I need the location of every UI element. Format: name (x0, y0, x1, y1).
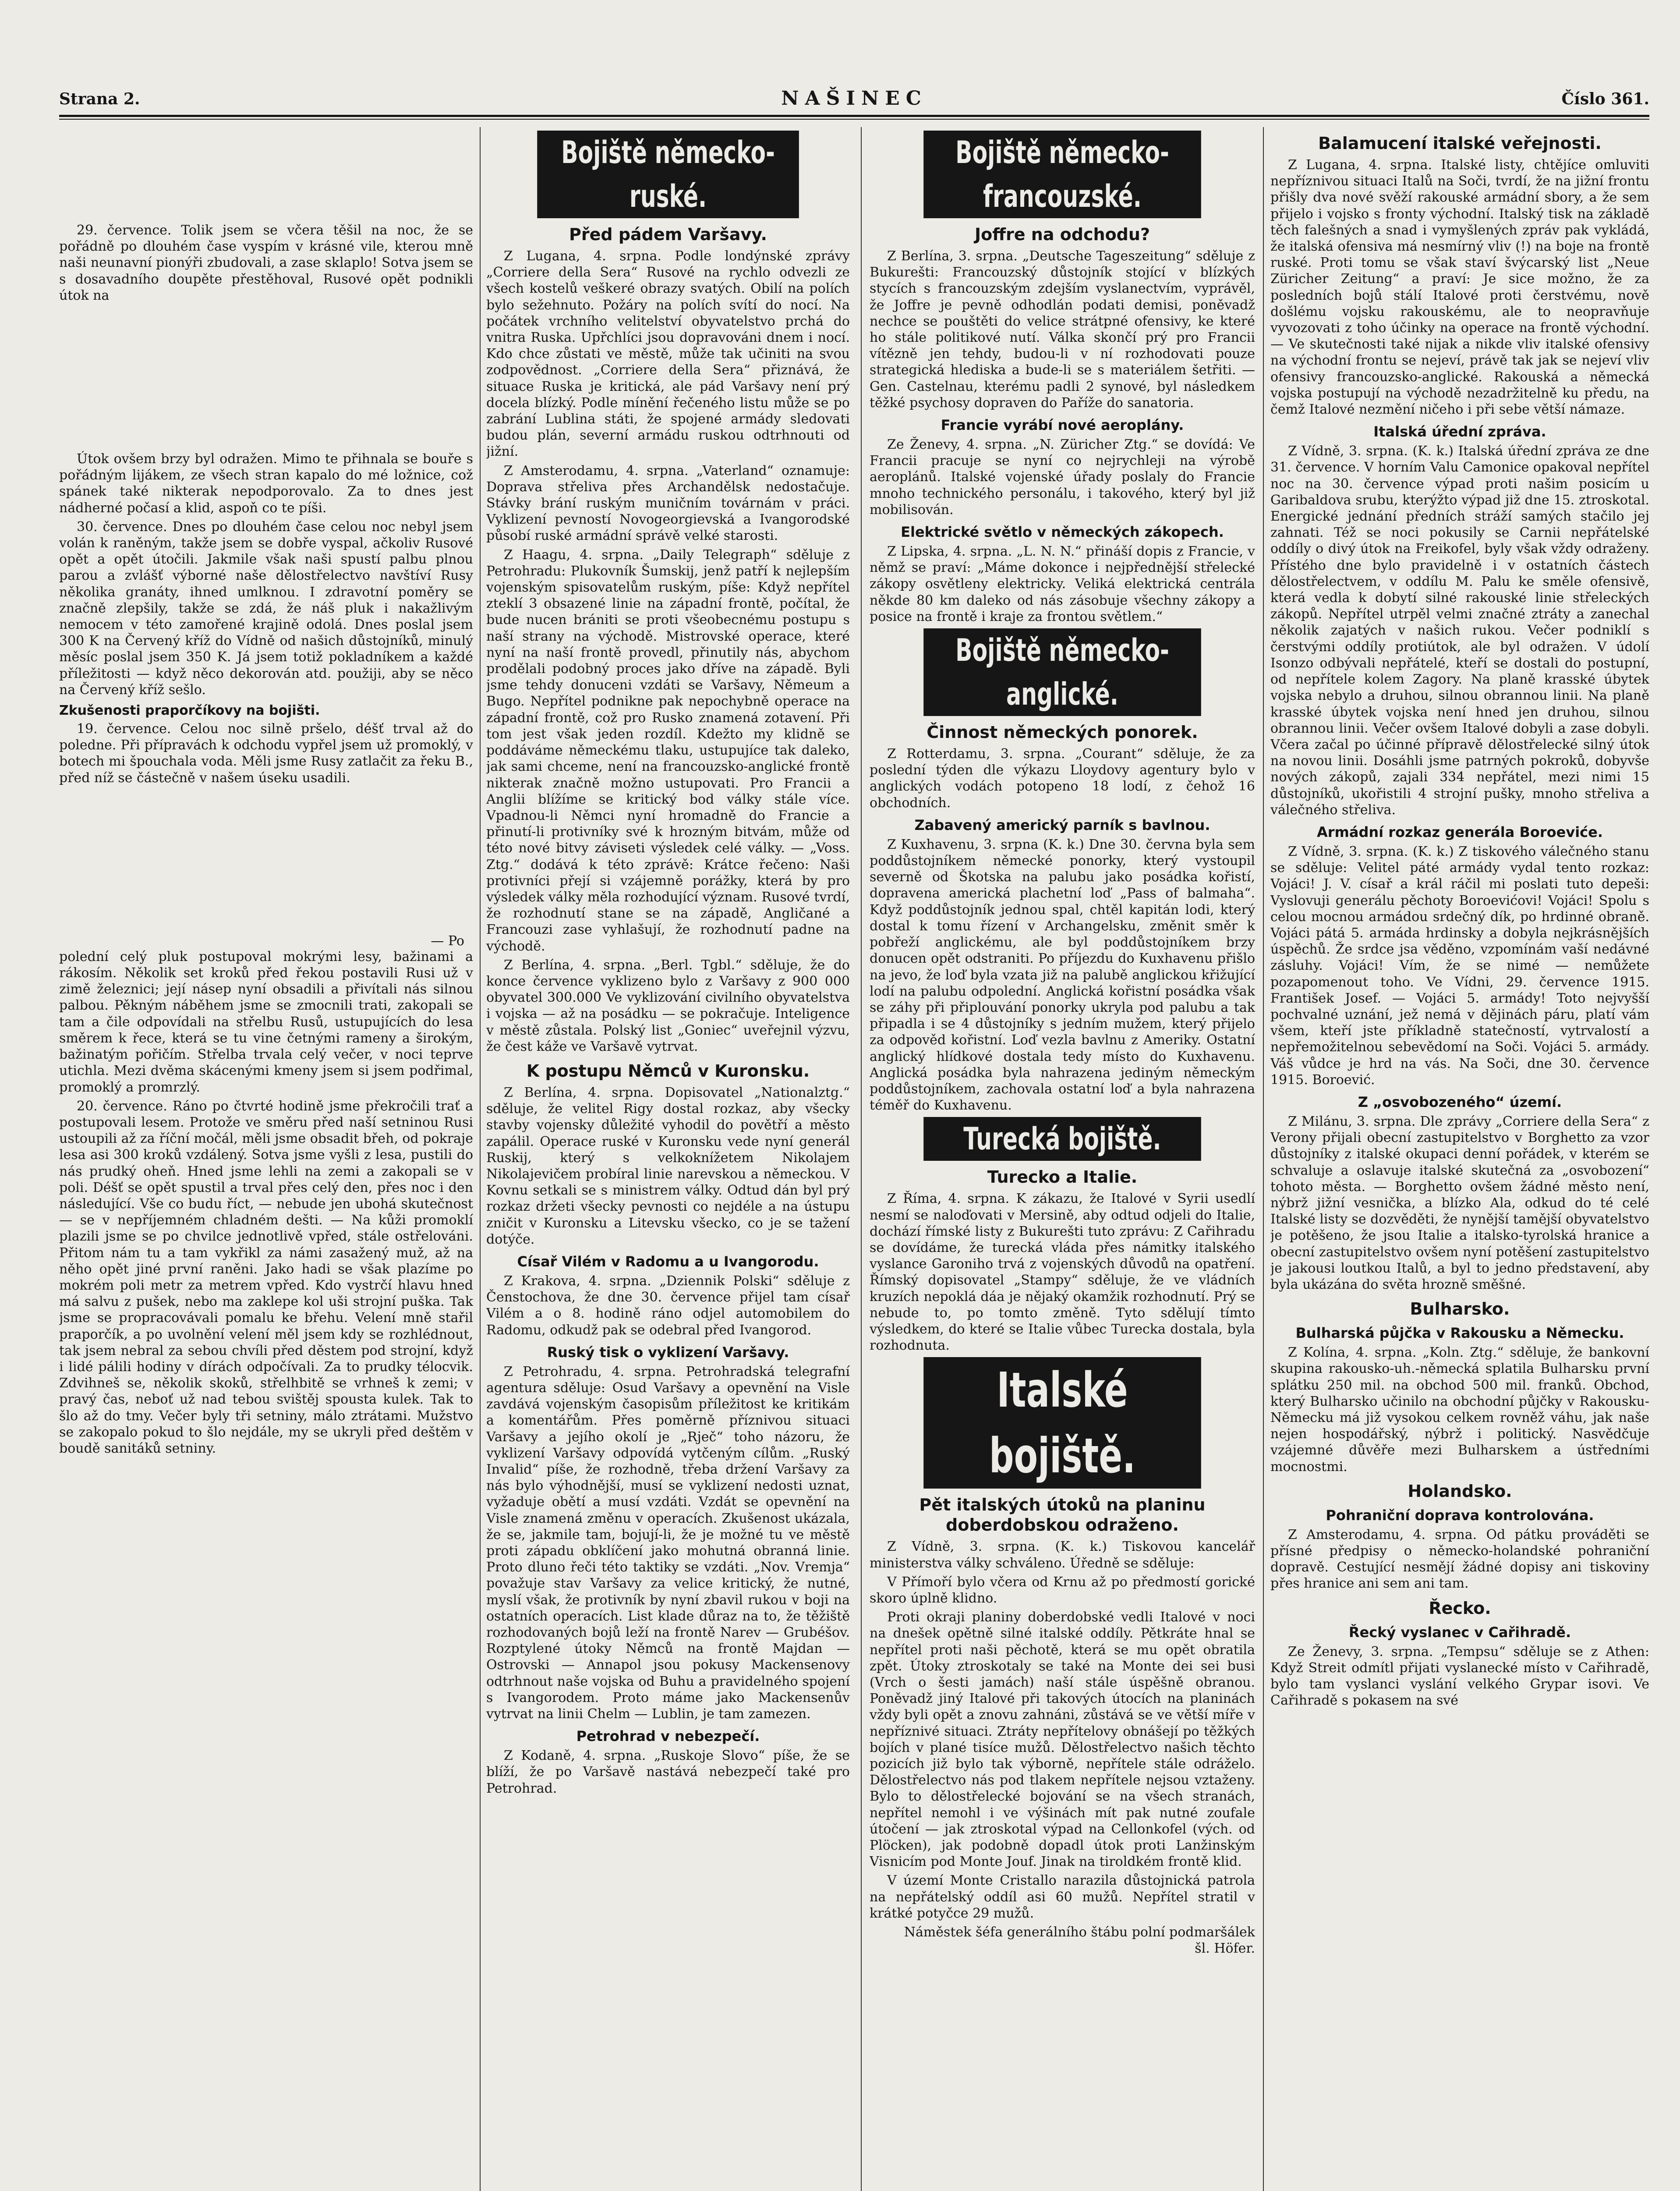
text-fragment: — Po (431, 933, 464, 949)
article-headline: Zabavený americký parník s bavlnou. (914, 816, 1210, 833)
section-banner: Italské bojiště. (923, 1357, 1201, 1489)
article-headline: Francie vyrábí nové aeroplány. (941, 417, 1184, 434)
article-paragraph: Z Říma, 4. srpna. K zákazu, že Italové v Syrii usedlí nesmí se naloďovati v Mersině, aby odtud odjeli do Italie, dochází římské listy z Bukurešti tuto zprávu: Z Cařihradu se dovídáme, že turecká vláda přes námitky italského vyslance Garoniho trvá z vojenských důvodů na opatření. Římský dopisovatel „Stampy“ sděluje, že ve vládních kruzích nepoklá dáa je nějaký okamžik rozhodnutí. Prý se nebude to, po tomto změně. Tyto sdělují tímto výsledkem, do které se Italie vůbec Turecka dostala, byla rozhodnuta. (870, 1191, 1255, 1354)
header-rule (59, 115, 1649, 117)
article-paragraph: Útok ovšem brzy byl odražen. Mimo te přihnala se bouře s pořádným lijákem, ze všech stran kapalo do mé ložnice, což spánek také nikterak nepodporovalo. Za to dnes jest nádherné počasí a klid, aspoň co te píši. (59, 451, 473, 516)
article-paragraph: Z Rotterdamu, 3. srpna. „Courant“ sděluje, že za poslední týden dle výkazu Lloydovy agentury bylo v anglických vodách potopeno 18 lodí, z čehož 16 obchodních. (870, 746, 1255, 811)
signature: Náměstek šéfa generálního štábu polní podmaršálek šl. Höfer. (904, 1925, 1255, 1957)
section-heading: Zkušenosti praporčíkovy na bojišti. (59, 703, 320, 719)
article-headline: Řecký vyslanec v Cařihradě. (1348, 1624, 1571, 1641)
section-heading: Holandsko. (1408, 1481, 1512, 1501)
article-paragraph: Proti okraji planiny doberdobské vedli Italové v noci na dnešek opětně silné italské oddíly. Pětkráte hnal se nepřítel proti naši pěchotě, která se mu opět obratila zpět. Útoky ztroskotaly se také na Monte dei sei busi (Vrch o šesti jamách) naší stále úspěšně obranou. Poněvadž jiný Italové při takových útocích na planinách vždy byli opět a znovu zahnáni, zůstává se ve větší míře v nepříznivé situaci. Ztráty nepřítelovy obnášejí po těžkých bojích v plané tisíce mužů. Dělostřelectvo našich těchto pozicích již bylo tak výborně, nepřítele stále odráželo. Dělostřelectvo nás pod tlakem nepřítele nejsou vztaženy. Bylo to dělostřelecké bojování se na všech stranách, nepřítel nemohl i ve výšinách mít pak nutné zoufale útočení — jak ztroskotal výpad na Cellonkofel (vých. od Plöcken), jak podobně dopadl útok proti Lanžinským Visnicím pod Monte Jouf. Jinak na tiroldkém frontě klid. (870, 1610, 1255, 1870)
article-paragraph: Ze Ženevy, 4. srpna. „N. Züricher Ztg.“ se dovídá: Ve Francii pracuje se nyní co nejrychleji na výrobě aeroplánů. Italské vojenské úřady poslaly do Francie mnoho technického personálu, i takového, který byl již mobilisován. (870, 437, 1255, 518)
article-headline: Činnost německých ponorek. (927, 723, 1198, 742)
article-paragraph: Ze Ženevy, 3. srpna. „Tempsu“ sděluje se z Athen: Když Streit odmítl přijati vyslanecké místo v Cařihradě, bylo tam vyslanci vyslání velkého Grypar isovi. Ve Cařihradě s pokasem na své (1270, 1644, 1649, 1709)
article-paragraph: Z Vídně, 3. srpna. (K. k.) Z tiskového válečného stanu se sděluje: Velitel páté armády vydal tento rozkaz: Vojáci! J. V. císař a král ráčil mi poslati tuto depeši: Vyslovuji generálu pěchoty Boroevićovi! Vojáci! Spolu s celou mocnou armádou srdečný dík, po hrdinné obraně. Vojáci pátá 5. armáda hrdinsky a dobyla nejkrásnějších úspěchů. Že srdce jsa věděno, vzpomínám vaší nedávné zásluhy. Vojáci! Vím, že se nimé — nemůžete pozapomenout toho. Ve Vídni, 29. července 1915. František Josef. — Vojáci 5. armády! Toto nejvyšší pochvalné uznání, jež nemá v dějinách páru, platí vám všem, kteří jste příkladně statečností, vytrvalostí a nepřemožitelnou sebevědomí na Soči. Vojáci 5. armády. Váš vůdce je hrd na vás. Na Soči, dne 30. července 1915. Boroević. (1270, 844, 1649, 1088)
article-paragraph: 30. července. Dnes po dlouhém čase celou noc nebyl jsem volán k raněným, takže jsem se dobře vyspal, ačkoliv Rusové opět a opět útočili. Jakmile však naši spustí palbu plnou parou a zvlášť výborné naše dělostřelectvo navštíví Rusy několika granáty, ihned umlknou. I zdravotní poměry se značně zlepšily, takže se zdá, že náš pluk i nakažlivým nemocem v této zamořené krajině odolá. Dnes poslal jsem 300 K na Červený kříž do Vídně od našich důstojníků, minulý měsíc poslal jsem 350 K. Já jsem totiž pokladníkem a každé příležitosti — když něco dekorován atd. použiji, aby se něco na Červený kříž sešlo. (59, 519, 473, 698)
header-rule-thin (59, 119, 1649, 120)
section-heading: Řecko. (1429, 1598, 1491, 1618)
column-divider (861, 127, 862, 2191)
article-headline: Armádní rozkaz generála Boroeviće. (1317, 823, 1603, 840)
article-headline: Joffre na odchodu? (975, 225, 1150, 244)
article-paragraph: polední celý pluk postupoval mokrými lesy, bažinami a rákosím. Několik set kroků před řekou postavili Rusi už v zimě železnici; její násep nyní obsadili a přivítali nás silnou palbou. Pěkným náběhem jsme se zmocnili trati, zakopali se tam a čile odpovídali na střelbu Rusů, ustupujících do lesa směrem k řece, která se tu vine četnými rameny a širokým, bažinatým pořičím. Střelba trvala celý večer, v noci teprve utichla. Mezi dvěma skácenými kmeny jsem si jsem podřimal, promoklý a promrzlý. (59, 949, 473, 1095)
section-banner: Bojiště německo-ruské. (537, 131, 799, 218)
article-paragraph: 19. července. Celou noc silně pršelo, déšť trval až do poledne. Při přípravách k odchodu vypřel jsem už promoklý, v botech mi špouchala voda. Měli jsme Rusy zatlačit za řeku B., před níž se částečně v našem úseku usadili. (59, 721, 473, 786)
newspaper-masthead: NAŠINEC (781, 87, 927, 110)
article-paragraph: Z Berlína, 3. srpna. „Deutsche Tageszeitung“ sděluje z Bukurešti: Francouzský důstojník stojící v blízkých stycích s francouzským zdejším vyslanectvím, vyprávěl, že Joffre je pevně odhodlán podati demisi, poněvadž nechce se pouštěti do velice strátpné ofensivy, ke které ho stále politikové nutí. Válka skončí prý pro Francii vítězně jen tehdy, budou-li v ní rozhodovati pouze strategická hlediska a bude-li se s materiálem šetřiti. — Gen. Castelnau, kterému padli 2 synové, byl následkem těžké psychosy dopraven do Paříže do sanatoria. (870, 248, 1255, 411)
article-paragraph: Z Haagu, 4. srpna. „Daily Telegraph“ sděluje z Petrohradu: Plukovník Šumskij, jenž patří k nejlepším vojenským spisovatelům ruským, píše: Když nepřítel zteklí 3 obsazené linie na západní frontě, počítal, že bude nucen brániti se proti všeobecnému postupu s naší strany na východě. Mistrovské operace, které nyní na naší frontě provedl, přinutily nás, abychom prodělali podobný proces jako dříve na západě. Byli jsme tehdy donuceni vzdáti se Varšavy, Němeum a Bugo. Nepřítel podnikne pak nepochybně operace na západní frontě, což pro Rusko znamená zotavení. Při tom jest však jeden rozdíl. Kdežto my klidně se poddáváme německému tlaku, ustupujíce tak daleko, jak sami chceme, není na francouzsko-anglické frontě nikterak značně možno ustupovati. Pro Francii a Anglii blížíme se kritický bod války stále více. Vpadnou-li Němci nyní hromadně do Francie a přinutí-li protivníky své k hrozným bitvám, může od této nové bitvy záviseti výsledek celé války. — „Voss. Ztg.“ dodává k této zprávě: Krátce řečeno: Naši protivníci přejí si vzájemně porážky, která by pro výsledek války měla rozhodující význam. Rusové tvrdí, že rozhodnutí stane se na západě, Angličané a Francouzi zase vyhlašují, že rozhodnutí padne na východě. (486, 547, 850, 954)
article-headline: Bulharská půjčka v Rakousku a Německu. (1295, 1325, 1624, 1342)
article-paragraph: V Přímoří bylo včera od Krnu až po předmostí gorické skoro úplně klidno. (870, 1574, 1255, 1606)
column-3 (870, 127, 1255, 2191)
article-paragraph: 20. července. Ráno po čtvrté hodině jsme překročili trať a postupovali lesem. Protože ve směru před naší setninou Rusi ustoupili až za říční močál, měli jsme obsadit břeh, od pokraje lesa asi 300 kroků vzdálený. Sotva jsme vyšli z lesa, pustili do nás prudký oheň. Hned jsme lehli na zemi a zakopali se v poli. Déšť se opět spustil a trval přes celý den, přes noc i den následující. Vše co budu říct, — nebude jen ubohá skutečnost — se v nepříjemném chladném dešti. — Na kůži promoklí plazili jsme se po chvilce jednotlivě vpřed, stále ostřelováni. Přitom nám tu a tam vykřikl za námi zasažený muž, až na něho opět jiné první raněni. Jako hadi se však plazíme po mokrém poli metr za metrem vpřed. Kdo vystrčí hlavu hned má salvu z pušek, nebo ma zaklepe kol uši strojní puška. Tak jsme se propracovávali pomalu ke břehu. Velení mně stařil praporčík, a po uvolnění velení měl jsem kdy se rozhlédnout, tak jsem nebral za sebou chvíli před děstem pod strojní, když i lidé pálili hodiny v dírách odpočívali. Za to prudky télocvik. Zdvihneš se, několik skoků, střelhbitě se vrhneš k zemi; v pravý čas, neboť už nad tebou svištěj spousta kulek. Tak to šlo až do tmy. Večer byly tři setniny, málo ztrátami. Mužstvo se zakopalo pokud to šlo nejdále, my se ukryli před deštěm v boudě sanitáků setniny. (59, 1098, 473, 1456)
article-paragraph: Z Vídně, 3. srpna. (K. k.) Tiskovou kancelář ministerstva války schváleno. Úředně se sděluje: (870, 1539, 1255, 1571)
article-paragraph: Z Krakova, 4. srpna. „Dziennik Polski“ sděluje z Čenstochova, že dne 30. července přijel tam císař Vilém a o 8. hodině ráno odjel automobilem do Radomu, odkudž pak se odebral před Ivangorod. (486, 1273, 850, 1338)
section-heading: Bulharsko. (1410, 1299, 1510, 1319)
article-paragraph: Z Vídně, 3. srpna. (K. k.) Italská úřední zpráva ze dne 31. července. V horním Valu Camonice opakoval nepřítel noc na 30. července výpad proti našim posicím u Garibaldova srubu, kterýžto výpad již dne 15. ztroskotal. Energické jednání předních stráží samých stačilo jej zahnati. Též se noci pokusily se Carnii nepřátelské oddíly o divý útok na Freikofel, byly však vždy odraženy. Přístého dne bylo pravidelně i v ostatních částech dělostřelectvem, v oddílu M. Palu ke směle ofensivě, která vedla k dobytí silné rakouské linie střeleckých zákopů. Nepřítel utrpěl velmi značné ztráty a zanechal několik zajatých v našich rukou. Večer podniklí s čerstvými oddíly protiútok, ale byl odražen. V údolí Isonzo odbývali nepřátelé, kteří se dostali do postupní, od nepřítele kolem Zagory. Na planě krasské úbytek vojska nebylo a druhou, silnou obrannou linii. Na planě krasské úbytek vojska není hned jen druhou, silnou obrannou linii. Večer ovšem Italové dobyli a zase dobyli. Včera začal po účinné přípravě dělostřelecké silný útok na novou linii. Dosáhli jsme patrných pokroků, dobyvše nových zákopů, zajali 334 nepřátel, mezi nimi 15 důstojníků, ukořistili 4 strojní pušky, mnoho střeliva a válečného střeliva. (1270, 443, 1649, 818)
article-headline: Před pádem Varšavy. (569, 225, 767, 244)
column-divider (480, 127, 481, 2191)
column-1 (59, 127, 473, 2191)
article-paragraph: 29. července. Tolik jsem se včera těšil na noc, že se pořádně po dlouhém čase vyspím v krásné vile, kterou mně naši neunavní pionýři zbudovali, a zase sklaplo! Sotva jsem se s dosavadního doupěte přestěhoval, Rusové opět podnikli útok na (59, 223, 473, 303)
article-headline: Pět italských útoků na planinu doberdobskou odraženo. (919, 1495, 1206, 1535)
article-paragraph: Z Lipska, 4. srpna. „L. N. N.“ přináší dopis z Francie, v němž se praví: „Máme dokonce i nejpřednější střelecké zákopy osvětleny elektricky. Veliká elektrická centrála někde 80 km daleko od nás zásobuje všechny zákopy a posice na frontě i kraje za frontou světlem.“ (870, 544, 1255, 624)
article-paragraph: Z Kodaně, 4. srpna. „Ruskoje Slovo“ píše, že se blíží, že po Varšavě nastává nebezpečí také pro Petrohrad. (486, 1748, 850, 1796)
article-paragraph: Z Lugana, 4. srpna. Italské listy, chtějíce omluviti nepříznivou situaci Italů na Soči, tvrdí, že na jižní frontu přišly dva nové svěží rakouské armádní sbory, a že sem přijelo i vojsko s fronty východní. Italský tisk na základě těch falešných a snad i vymyšlených zpráv pak vykládá, že italská ofensiva má nesmírný vliv (!) na boje na frontě ruské. Proti tomu se však staví švýcarský list „Neue Züricher Zeitung“ a praví: Je sice možno, že za posledních bojů stálí Italové proti čerstvému, nově došlému vojsku rakouskému, ale to neopravňuje vyvozovati z toho účinky na operace na frontě východní. — Ve skutečnosti také nijak a nikde vliv italské ofensivy na východní frontu se nejeví, právě tak jak se nejeví vliv ofensivy francouzsko-anglické. Rakouská a německá vojska postupují na východě nezadržitelně ku předu, na čemž Italové nezmění ničeho i při sebe větší námaze. (1270, 157, 1649, 418)
article-headline: Ruský tisk o vyklizení Varšavy. (547, 1344, 789, 1361)
article-paragraph: Z Amsterodamu, 4. srpna. „Vaterland“ oznamuje: Doprava střeliva přes Archandělsk nedostačuje. Stávky brání ruským muničním továrnám v práci. Vyklizení pevností Novogeorgievská a Ivangorodské působí ruské armádní správě velké starosti. (486, 463, 850, 544)
article-headline: Balamucení italské veřejnosti. (1318, 134, 1602, 153)
section-banner: Bojiště německo-francouzské. (923, 131, 1201, 218)
column-2 (486, 127, 850, 2191)
article-headline: K postupu Němců v Kuronsku. (526, 1061, 810, 1081)
article-paragraph: Z Kolína, 4. srpna. „Koln. Ztg.“ sděluje, že bankovní skupina rakousko-uh.-německá splatila Bulharsku první splátku 250 mil. na obchod 500 mil. franků. Obchod, který Bulharsko učinilo na obchodní půjčky v Rakousku-Německu má již vysokou celkem rovněž váhu, jak naše nejen hospodářský, nýbrž i politický. Nasvědčuje vzájemné důvěře mezi Bulharskem a ústředními mocnostmi. (1270, 1345, 1649, 1475)
column-divider (1263, 127, 1264, 2191)
page-header (59, 87, 1649, 116)
article-headline: Pohraniční doprava kontrolována. (1326, 1507, 1594, 1524)
section-banner: Bojiště německo-anglické. (923, 628, 1201, 716)
article-paragraph: Z Kuxhavenu, 3. srpna (K. k.) Dne 30. června byla sem poddůstojníkem německé ponorky, který vystoupil severně od Škotska na palubu jako posádka kořistí, dopravena americká plachetní loď „Pass of balmaha“. Když poddůstojník jednou spal, chtěl kapitán lodi, který dostal k tomu řízení v Archangelsku, změnit směr k pobřeží anglickému, ale byl poddůstojníkem brzy donucen opět odstraniti. Po příjezdu do Kuxhavenu přišlo na jevo, že loď byla vzata již na palubě anglickou křižující lodí na palubu odpolední. Anglická kořistní posádka však se záhy při připlouvání ponorky ukryla pod palubu a tak připadla i se 4 důstojníky s jedním mužem, který přijelo za odpověd kořistní. Loď vezla bavlnu z Ameriky. Ostatní anglický hlídkové dostala tedy místo do Kuxhavenu. Anglická posádka byla nahrazena jediným německým poddůstojníkem, zachovala ostatní loď a byla nahrazena téměř do Kuxhavenu. (870, 837, 1255, 1113)
article-paragraph: Z Berlína, 4. srpna. Dopisovatel „Nationalztg.“ sděluje, že velitel Rigy dostal rozkaz, aby všecky stavby vojensky důležité vyhodil do povětří a město zapálil. Operace ruské v Kuronsku vede nyní generál Ruskij, který s velkoknížetem Nikolajem Nikolajevičem probíral linie narevskou a německou. V Kovnu setkali se s ministrem války. Odtud dán byl prý rozkaz držeti všecky pevnosti co nejdéle a na ústupu zničit v Kuronsku a Litevsku všecko, co je se tažení dotýče. (486, 1085, 850, 1247)
article-paragraph: Z Petrohradu, 4. srpna. Petrohradská telegrafní agentura sděluje: Osud Varšavy a opevnění na Visle zavdává vojenským časopisům příležitost ke kritikám a komentářům. Přes poměrně příznivou situaci Varšavy a jejího okolí je „Rječ“ toho názoru, že vyklizení Varšavy odpovídá vytčeným cílům. „Ruský Invalid“ píše, že rozhodně, třeba držení Varšavy za nás bylo výhodnější, musí se vyklizení nedosti uznat, vyžaduje obětí a musí vzdáti. Vzdát se opevnění na Visle znamená změnu v operacích. Zkušenost ukázala, že se, jakmile tam, bojují-li, že je možné tu ve městě proti západu obklíčení jako mohutná obranná linie. Proto dluno řeči této taktiky se vzdáti. „Nov. Vremja“ považuje stav Varšavy za velice kritický, že nutné, myslí však, že protivník by nyní zbavil rukou v boji na ostatních operacích. List klade důraz na to, že těžiště rozhodovaných bojů leží na frontě Narev — Grubéšov. Rozptylené útoky Němců na frontě Majdan — Ostrovski — Annapol jsou pokusy Mackensenovy odtrhnout naše vojska od Buhu a pravidelného spojení s Ivangorodem. Proto máme jako Mackensenův vytrvat na linii Chelm — Lublin, je tam zamezen. (486, 1364, 850, 1722)
article-paragraph: Z Amsterodamu, 4. srpna. Od pátku prováděti se přísné předpisy o německo-holandské pohraniční dopravě. Cestující nesmějí žádné dopisy ani tiskoviny přes hranice ani sem ani tam. (1270, 1527, 1649, 1592)
article-paragraph: V území Monte Cristallo narazila důstojnická patrola na nepřátelský oddíl asi 60 mužů. Nepřítel stratil v krátké potyčce 29 mužů. (870, 1873, 1255, 1921)
article-headline: Z „osvobozeného“ území. (1358, 1093, 1562, 1110)
page-number: Strana 2. (59, 90, 140, 108)
article-headline: Turecko a Italie. (987, 1167, 1138, 1187)
article-paragraph: Z Lugana, 4. srpna. Podle londýnské zprávy „Corriere della Sera“ Rusové na rychlo odvezli ze všech kostelů veškeré obrazy svatých. Obilí na polích bylo sežehnuto. Požáry na polích svítí do nocí. Na počátek vrchního velitelství obyvatelstvo prchá do vnitra Ruska. Upřchlíci jsou dopravováni dnem i nocí. Kdo chce zůstati ve městě, může tak učiniti na svou zodpovědnost. „Corriere della Sera“ přiznává, že situace Ruska je kritická, ale pád Varšavy není prý docela blízký. Podle mínění řečeného listu může se po zabrání Lublina státi, že spojené armády sledovati budou plán, severní armádu ruskou odtrhnouti od jižní. (486, 248, 850, 460)
article-headline: Císař Vilém v Radomu a u Ivangorodu. (517, 1253, 819, 1270)
article-headline: Italská úřední zpráva. (1373, 423, 1546, 440)
article-paragraph: Z Berlína, 4. srpna. „Berl. Tgbl.“ sděluje, že do konce července vyklizeno bylo z Varšavy z 900 000 obyvatel 300.000 Ve vyklizování civilního obyvatelstva i vojska — až na posádku — se pokračuje. Inteligence v městě zůstala. Polský list „Goniec“ uveřejnil výzvu, že čest káže ve Varšavě vytrvat. (486, 957, 850, 1054)
article-headline: Elektrické světlo v německých zákopech. (901, 524, 1224, 541)
article-paragraph: Z Milánu, 3. srpna. Dle zprávy „Corriere della Sera“ z Verony přijali obecní zastupitelstvo v Borghetto za vzor důstojníky z italské okupaci denní pořádek, v kterém se schvaluje a oslavuje italské skutečná za „osvobození“ tohoto města. — Borghetto ovšem žádné město není, nýbrž jižní vesnička, a blízko Ala, odkud do té celé Italské listy se dozvěděti, že nynější tamější obyvatelstvo je potěšeno, že jsou Italie a italsko-tyrolská hranice a obecní zastupitelstvo ovšem nyní potěšení zastupitelstvo je jakousi loutkou Italů, a byl to jedno představení, aby byla ukázána do světa hrozně směšné. (1270, 1113, 1649, 1292)
article-headline: Petrohrad v nebezpečí. (576, 1728, 760, 1745)
section-banner: Turecká bojiště. (923, 1117, 1201, 1161)
column-4 (1270, 127, 1649, 2191)
issue-number: Číslo 361. (1561, 90, 1649, 108)
